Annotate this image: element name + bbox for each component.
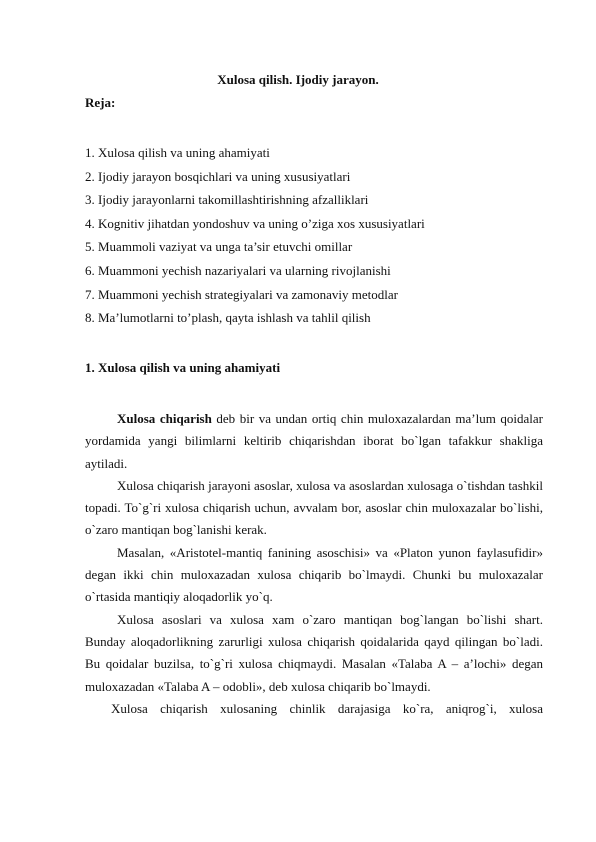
bold-term: Xulosa chiqarish	[117, 411, 212, 426]
plan-item: 3. Ijodiy jarayonlarni takomillashtirishning afzalliklari	[85, 192, 369, 208]
paragraph: Xulosa chiqarish xulosaning chinlik darajasiga ko`ra, aniqrog`i, xulosa	[111, 700, 543, 716]
plan-item: 2. Ijodiy jarayon bosqichlari va uning xususiyatlari	[85, 168, 351, 184]
plan-item: 1. Xulosa qilish va uning ahamiyati	[85, 145, 270, 160]
section-heading: 1. Xulosa qilish va uning ahamiyati	[85, 360, 281, 375]
paragraph	[85, 408, 543, 475]
plan-list	[85, 144, 425, 333]
plan-item: 6. Muammoni yechish nazariyalari va ularning rivojlanishi	[85, 262, 391, 278]
paragraph-text: deb bir va undan ortiq chin muloxazalardan ma’lum qoidalar yordamida yangi bilimlarni keltirib chiqarishdan iborat bo`lgan tafakkur shakliga aytiladi.	[85, 411, 543, 471]
body-text	[85, 408, 543, 720]
paragraph: Xulosa chiqarish jarayoni asoslar, xulosa va asoslardan xulosaga o`tishdan tashkil topadi. To`g`ri xulosa chiqarish uchun, avvalam bor, asoslar chin muloxazalar bo`lishi, o`zaro mantiqan bog`lanishi kerak.	[85, 477, 543, 538]
plan-item: 8. Ma’lumotlarni to’plash, qayta ishlash va tahlil qilish	[85, 310, 371, 326]
plan-item: 4. Kognitiv jihatdan yondoshuv va uning o’ziga xos xususiyatlari	[85, 215, 425, 231]
plan-heading: Reja:	[85, 95, 116, 110]
plan-item: 7. Muammoni yechish strategiyalari va zamonaviy metodlar	[85, 286, 398, 302]
paragraph: Xulosa asoslari va xulosa xam o`zaro mantiqan bog`langan bo`lishi shart. Bunday aloqadorlikning zarurligi xulosa chiqarish qoidalarida qayd qilingan bo`ladi. Bu qoidalar buzilsa, to`g`ri xulosa chiqmaydi. Masalan «Talaba A – a’lochi» degan muloxazadan «Talaba A – odobli», deb xulosa chiqarib bo`lmaydi.	[85, 611, 543, 694]
paragraph: Masalan, «Aristotel-mantiq fanining asoschisi» va «Platon yunon faylasufidir» degan ikki chin muloxazadan xulosa chiqarib bo`lmaydi. Chunki bu muloxazalar o`rtasida mantiqiy aloqadorlik yo`q.	[85, 544, 543, 605]
plan-item: 5. Muammoli vaziyat va unga ta’sir etuvchi omillar	[85, 239, 353, 255]
document-title: Xulosa qilish. Ijodiy jarayon.	[217, 72, 379, 87]
